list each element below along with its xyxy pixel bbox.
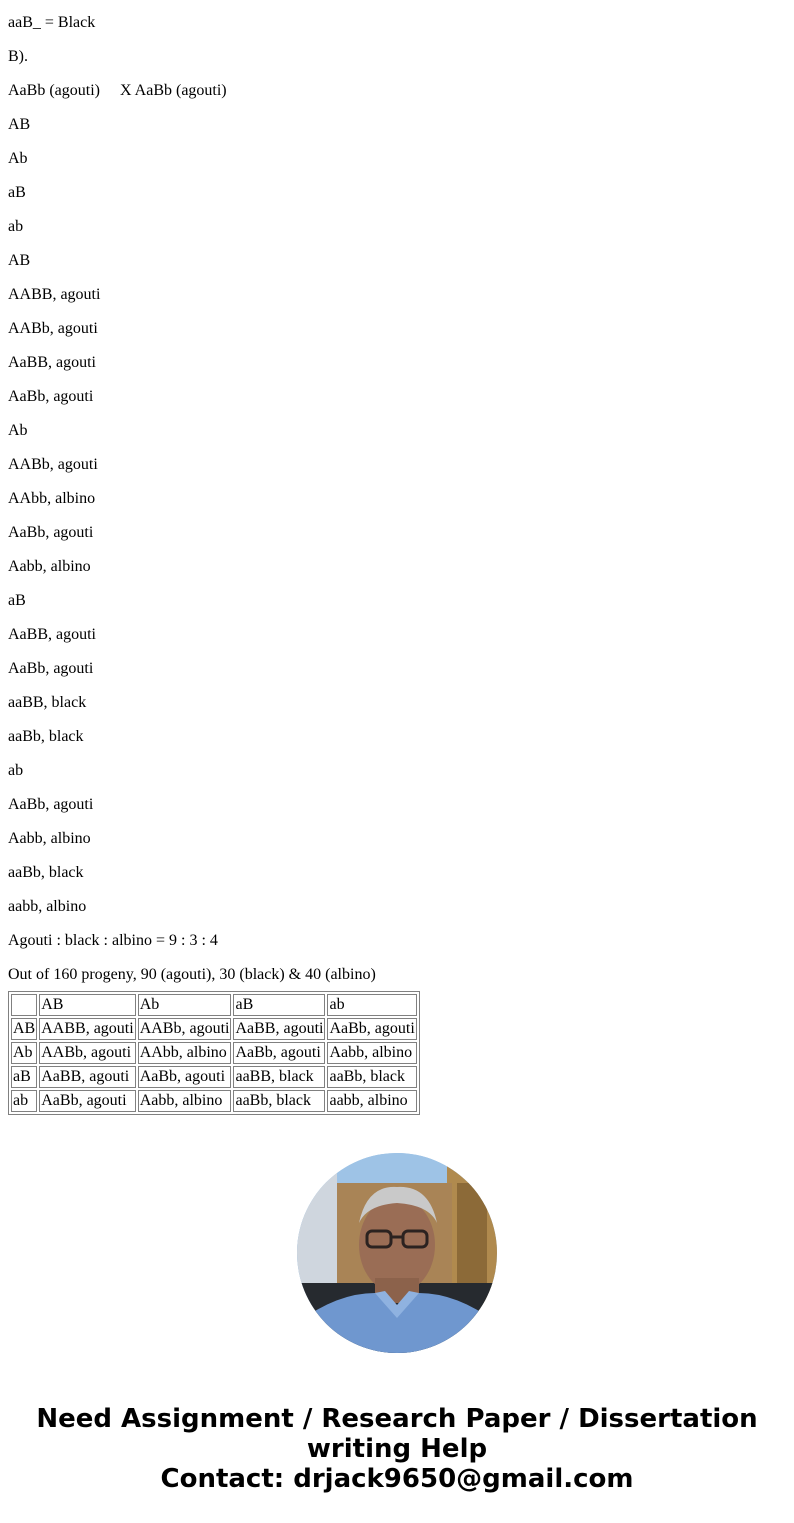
table-cell: Aabb, albino bbox=[138, 1090, 232, 1112]
table-cell: AB bbox=[11, 1018, 37, 1040]
text-line: Aabb, albino bbox=[8, 830, 91, 847]
text-line: AABb, agouti bbox=[8, 320, 98, 337]
text-line: AaBB, agouti bbox=[8, 354, 96, 371]
table-cell: Ab bbox=[138, 994, 232, 1016]
table-header-row bbox=[11, 994, 417, 1016]
table-cell: AaBb, agouti bbox=[39, 1090, 135, 1112]
text-line: aaBb, black bbox=[8, 864, 84, 881]
text-line: AaBb, agouti bbox=[8, 388, 94, 405]
table-row bbox=[11, 1090, 417, 1112]
table-cell: aaBB, black bbox=[233, 1066, 325, 1088]
table-row bbox=[11, 1066, 417, 1088]
table-cell: aaBb, black bbox=[327, 1066, 416, 1088]
cross-line bbox=[8, 82, 786, 100]
text-line: aaBB, black bbox=[8, 694, 87, 711]
parent-2: X AaBb (agouti) bbox=[119, 82, 227, 99]
table-cell: AaBb, agouti bbox=[138, 1066, 232, 1088]
table-cell bbox=[11, 994, 37, 1016]
text-line: Ab bbox=[8, 150, 28, 167]
table-cell: AB bbox=[39, 994, 135, 1016]
table-cell: AaBB, agouti bbox=[233, 1018, 325, 1040]
table-cell: aB bbox=[11, 1066, 37, 1088]
text-line: aabb, albino bbox=[8, 898, 87, 915]
text-line: ab bbox=[8, 218, 24, 235]
text-line: AAbb, albino bbox=[8, 490, 96, 507]
progeny-line: Out of 160 progeny, 90 (agouti), 30 (black) & 40 (albino) bbox=[8, 966, 376, 983]
table-cell: ab bbox=[327, 994, 416, 1016]
table-cell: aabb, albino bbox=[327, 1090, 416, 1112]
parent-1: AaBb (agouti) bbox=[8, 82, 100, 99]
table-cell: AABb, agouti bbox=[138, 1018, 232, 1040]
table-cell: Aabb, albino bbox=[327, 1042, 416, 1064]
table-cell: AAbb, albino bbox=[138, 1042, 232, 1064]
table-cell: Ab bbox=[11, 1042, 37, 1064]
text-line: aB bbox=[8, 184, 26, 201]
footer-line: writing Help bbox=[306, 1434, 488, 1464]
table-cell: aB bbox=[233, 994, 325, 1016]
footer-line: Need Assignment / Research Paper / Dissertation bbox=[36, 1404, 758, 1434]
text-line: AABB, agouti bbox=[8, 286, 101, 303]
text-line: AABb, agouti bbox=[8, 456, 98, 473]
text-line: aB bbox=[8, 592, 26, 609]
text-line: AaBb, agouti bbox=[8, 660, 94, 677]
table-cell: aaBb, black bbox=[233, 1090, 325, 1112]
text-line: AaBb, agouti bbox=[8, 796, 94, 813]
text-line: aaBb, black bbox=[8, 728, 84, 745]
document-body bbox=[8, 14, 786, 1115]
text-line: AB bbox=[8, 252, 31, 269]
table-row bbox=[11, 1042, 417, 1064]
author-avatar bbox=[297, 1153, 497, 1353]
table-cell: AaBb, agouti bbox=[233, 1042, 325, 1064]
footer-promo bbox=[0, 1404, 794, 1494]
punnett-square-table bbox=[8, 991, 420, 1115]
footer-contact: Contact: drjack9650@gmail.com bbox=[160, 1464, 634, 1494]
text-line: Ab bbox=[8, 422, 28, 439]
text-line: AB bbox=[8, 116, 31, 133]
avatar-portrait-image bbox=[297, 1153, 497, 1353]
text-line: AaBB, agouti bbox=[8, 626, 96, 643]
table-cell: AABB, agouti bbox=[39, 1018, 135, 1040]
table-cell: AaBB, agouti bbox=[39, 1066, 135, 1088]
text-line: AaBb, agouti bbox=[8, 524, 94, 541]
text-line: aaB_ = Black bbox=[8, 14, 96, 31]
text-line: ab bbox=[8, 762, 24, 779]
table-cell: AABb, agouti bbox=[39, 1042, 135, 1064]
table-cell: AaBb, agouti bbox=[327, 1018, 416, 1040]
ratio-line: Agouti : black : albino = 9 : 3 : 4 bbox=[8, 932, 218, 949]
table-cell: ab bbox=[11, 1090, 37, 1112]
text-line: Aabb, albino bbox=[8, 558, 91, 575]
text-line: B). bbox=[8, 48, 28, 65]
table-row bbox=[11, 1018, 417, 1040]
